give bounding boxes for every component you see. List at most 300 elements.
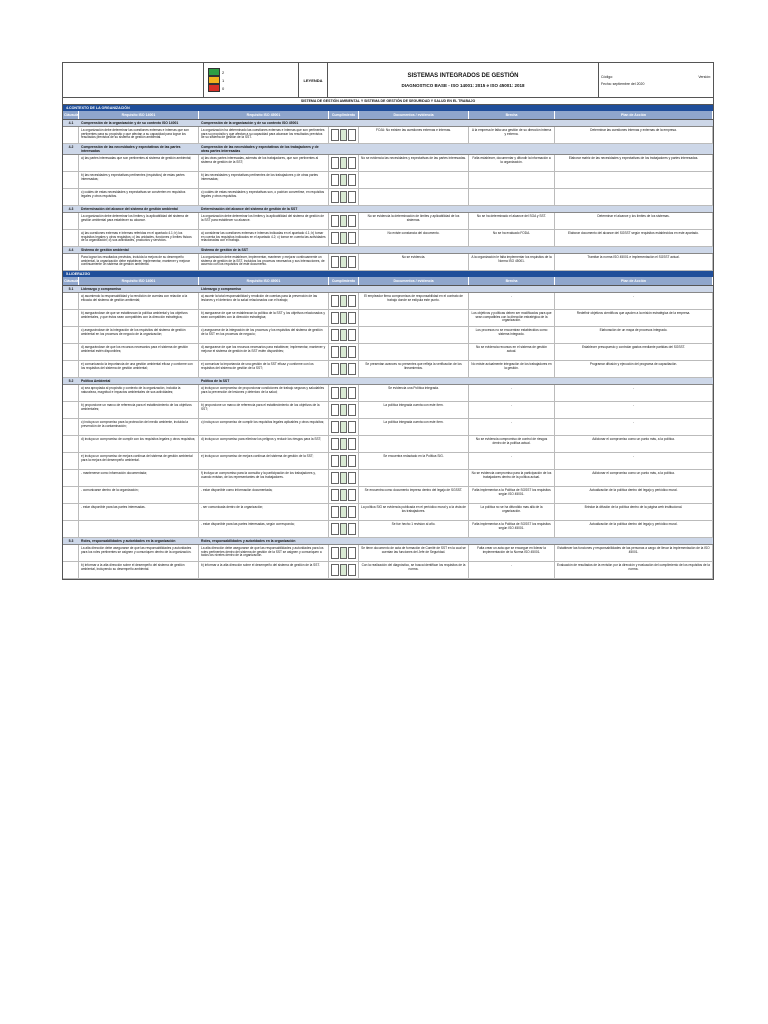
- header-meta: [599, 63, 713, 97]
- column-header: Cumplimiento: [329, 277, 359, 285]
- compliance-checkbox[interactable]: [340, 312, 348, 324]
- section-title: 5.LIDERAZGO: [63, 271, 713, 277]
- row-clause: [63, 419, 79, 435]
- row-clause: [63, 385, 79, 401]
- section-title: 4.CONTEXTO DE LA ORGANIZACIÓN: [63, 105, 713, 111]
- requirement-14001: b) asegurándose de que se establezcan la política ambiental y los objetivos ambientales, y que éstos sean compatibles con la dirección estratégica;: [79, 310, 199, 326]
- gap-cell: No se evidencia compromiso para la participación de los trabajadores dentro de la política actual.: [469, 470, 555, 486]
- requirement-45001: - estar disponible para las partes interesadas, según corresponda;: [199, 521, 329, 537]
- clause-heading: [63, 120, 713, 127]
- compliance-checkbox[interactable]: [348, 506, 356, 518]
- action-plan-cell: -: [555, 385, 713, 401]
- requirement-14001: e) comunicando la importancia de una gestión ambiental eficaz y conforme con los requisitos del sistema de gestión ambiental;: [79, 361, 199, 377]
- table-row: [63, 385, 713, 402]
- table-row: [63, 402, 713, 419]
- requirement-45001: La alta dirección debe asegurarse de que las responsabilidades y autoridades para los roles pertinentes dentro del sistema de gestión de la SST se asignen y comuniquen a todos los niveles dentro de la organización.: [199, 545, 329, 561]
- row-clause: [63, 344, 79, 360]
- compliance-checkboxes: [329, 172, 359, 188]
- header-titles: [328, 63, 599, 97]
- compliance-checkbox[interactable]: [340, 387, 348, 399]
- action-plan-cell: [555, 189, 713, 205]
- table-row: [63, 155, 713, 172]
- action-plan-cell: Actualización de la política dentro del legajo y periódico mural.: [555, 487, 713, 503]
- action-plan-cell: Establecer las funciones y responsabilidades de las personas a cargo de llevar la implementación de la ISO 45001.: [555, 545, 713, 561]
- row-clause: [63, 327, 79, 343]
- table-row: [63, 470, 713, 487]
- compliance-checkbox[interactable]: [340, 404, 348, 416]
- compliance-checkbox[interactable]: [348, 232, 356, 244]
- evidence-cell: [359, 189, 469, 205]
- meta-version: Versión:: [698, 74, 711, 79]
- clause-heading: [63, 247, 713, 254]
- clause-heading-fill: [329, 144, 713, 154]
- requirement-14001: b) proporcione un marco de referencia para el establecimiento de los objetivos ambientales;: [79, 402, 199, 418]
- compliance-checkboxes: [329, 436, 359, 452]
- action-plan-cell: Redefinir objetivos científicos que ayuden a la misión estratégica de la empresa.: [555, 310, 713, 326]
- clause-number: 4.1: [68, 121, 74, 125]
- requirement-45001: La organización debe establecer, implementar, mantener y mejorar continuamente un sistema de gestión de la SST, incluidos los procesos necesarios y sus interacciones, de acuerdo con los requisitos de este documento.: [199, 254, 329, 270]
- action-plan-cell: Evaluación de resultados de la revisión por la dirección y evaluación del cumplimiento de los requisitos de la norma.: [555, 562, 713, 578]
- table-row: [63, 545, 713, 562]
- compliance-checkbox[interactable]: [348, 404, 356, 416]
- legend-title: LEYENDA: [299, 63, 328, 97]
- action-plan-cell: Elaborar documento del alcance del SGSST según requisitos establecidos en este apartado.: [555, 230, 713, 246]
- requirement-14001: La alta dirección debe asegurarse de que las responsabilidades y autoridades para los roles pertinentes se asignen y comuniquen dentro de la organización.: [79, 545, 199, 561]
- clause-heading-14001: Roles, responsabilidades y autoridades en la organización: [81, 539, 176, 543]
- requirement-45001: b) las necesidades y expectativas pertinentes de los trabajadores y de otras partes interesadas;: [199, 172, 329, 188]
- requirement-14001: c) cuáles de estas necesidades y expectativas se convierten en requisitos legales y otros requisitos.: [79, 189, 199, 205]
- action-plan-cell: Determinar las cuestiones internas y externas de la empresa.: [555, 127, 713, 143]
- clause-number: 4.2: [68, 145, 74, 149]
- compliance-checkboxes: [329, 254, 359, 270]
- gap-cell: No existe actualmente integración de los trabajadores en la gestión.: [469, 361, 555, 377]
- row-clause: [63, 189, 79, 205]
- requirement-14001: d) asegurándose de que los recursos necesarios para el sistema de gestión ambiental estén disponibles;: [79, 344, 199, 360]
- table-row: [63, 127, 713, 144]
- gap-cell: Falta establecer, documentar y difundir la información a la organización.: [469, 155, 555, 171]
- clause-heading-fill: [329, 538, 713, 544]
- page-title: SISTEMAS INTEGRADOS DE GESTIÓN: [407, 72, 519, 79]
- column-header: Cláusula: [64, 113, 79, 117]
- gap-cell: No se ha determinado el alcance del SGA y SST.: [469, 213, 555, 229]
- requirement-14001: b) informar a la alta dirección sobre el desempeño del sistema de gestión ambiental, incluyendo su desempeño ambiental.: [79, 562, 199, 578]
- compliance-checkboxes: [329, 310, 359, 326]
- legend: [204, 63, 299, 97]
- compliance-checkbox[interactable]: [331, 547, 339, 559]
- table-row: [63, 327, 713, 344]
- requirement-14001: a) las partes interesadas que son pertinentes al sistema de gestión ambiental;: [79, 155, 199, 171]
- gap-cell: No se ha evaluado FODA.: [469, 230, 555, 246]
- sheet-header: [63, 63, 713, 98]
- requirement-45001: b) proporcione un marco de referencia para el establecimiento de los objetivos de la SST;: [199, 402, 329, 418]
- compliance-checkbox[interactable]: [331, 404, 339, 416]
- action-plan-cell: Actualización de la política dentro del legajo y periódico mural.: [555, 521, 713, 537]
- compliance-checkbox[interactable]: [340, 232, 348, 244]
- clause-heading-45001: Política de la SST: [201, 379, 230, 383]
- compliance-checkbox[interactable]: [331, 506, 339, 518]
- requirement-45001: b) asegurarse de que se establezcan la política de la SST y los objetivos relacionados y sean compatibles con la dirección estratégica;: [199, 310, 329, 326]
- compliance-checkbox[interactable]: [340, 174, 348, 186]
- compliance-checkbox[interactable]: [331, 564, 339, 576]
- compliance-checkbox[interactable]: [340, 329, 348, 341]
- compliance-checkbox[interactable]: [340, 523, 348, 535]
- compliance-checkbox[interactable]: [331, 174, 339, 186]
- page-subtitle: DIAGNOSTICO BASE - ISO 14001: 2015 e ISO 45001: 2018: [401, 82, 525, 88]
- action-plan-cell: -: [555, 293, 713, 309]
- action-plan-cell: Adicionar el compromiso como un punto más, a la política.: [555, 470, 713, 486]
- clause-heading-fill: [329, 120, 713, 126]
- meta-row: [601, 75, 711, 79]
- gap-cell: No se evidencia recursos en el sistema de gestión actual.: [469, 344, 555, 360]
- diagnostic-sheet: [62, 62, 714, 580]
- table-row: [63, 230, 713, 247]
- action-plan-cell: Determinar el alcance y los límites de los sistemas.: [555, 213, 713, 229]
- requirement-45001: d) incluya un compromiso para eliminar los peligros y reducir los riesgos para la SST;: [199, 436, 329, 452]
- gap-cell: [469, 189, 555, 205]
- action-plan-cell: -: [555, 453, 713, 469]
- compliance-checkbox[interactable]: [348, 174, 356, 186]
- action-plan-cell: -: [555, 419, 713, 435]
- meta-date: Fecha: septiembre del 2020: [601, 81, 645, 86]
- compliance-checkbox[interactable]: [348, 215, 356, 227]
- row-clause: [63, 487, 79, 503]
- compliance-checkbox[interactable]: [331, 363, 339, 375]
- row-clause: [63, 230, 79, 246]
- requirement-14001: - mantenerse como información documentada;: [79, 470, 199, 486]
- legend-value: 0: [222, 85, 225, 91]
- compliance-checkboxes: [329, 361, 359, 377]
- table-row: [63, 504, 713, 521]
- compliance-checkbox[interactable]: [331, 191, 339, 203]
- compliance-checkbox[interactable]: [348, 523, 356, 535]
- column-header: Cumplimiento: [329, 111, 359, 119]
- compliance-checkboxes: [329, 504, 359, 520]
- requirement-14001: c) asegurándose de la integración de los requisitos del sistema de gestión ambiental en los procesos de negocio de la organización;: [79, 327, 199, 343]
- legend-value: 2: [222, 69, 225, 75]
- clause-number: 4.4: [68, 248, 74, 252]
- clause-heading-45001: Liderazgo y compromiso: [201, 287, 242, 291]
- evidence-cell: Se encuentra como documento impreso dentro del legajo de SGSST.: [359, 487, 469, 503]
- clause-number: 5.3: [68, 539, 74, 543]
- column-header: Documentos / evidencia: [359, 277, 469, 285]
- compliance-checkbox[interactable]: [331, 215, 339, 227]
- clause-number: 5.2: [68, 379, 74, 383]
- compliance-checkbox[interactable]: [340, 472, 348, 484]
- column-header: Documentos / evidencia: [359, 111, 469, 119]
- table-row: [63, 310, 713, 327]
- requirement-45001: - estar disponible como información documentada;: [199, 487, 329, 503]
- column-header: Plan de Acción: [555, 111, 713, 119]
- compliance-checkbox[interactable]: [348, 438, 356, 450]
- compliance-checkbox[interactable]: [348, 346, 356, 358]
- evidence-cell: [359, 344, 469, 360]
- requirement-14001: - comunicarse dentro de la organización;: [79, 487, 199, 503]
- compliance-checkbox[interactable]: [348, 455, 356, 467]
- gap-cell: -: [469, 419, 555, 435]
- compliance-checkbox[interactable]: [331, 157, 339, 169]
- requirement-14001: [79, 521, 199, 537]
- evidence-cell: [359, 310, 469, 326]
- evidence-cell: [359, 436, 469, 452]
- requirement-14001: b) las necesidades y expectativas pertinentes (requisitos) de estas partes interesadas;: [79, 172, 199, 188]
- evidence-cell: No se evidencia las necesidades y expectativas de las partes interesadas.: [359, 155, 469, 171]
- legend-swatch-yellow: [208, 76, 220, 84]
- requirement-14001: a) sea apropiada al propósito y contexto de la organización, incluida la naturaleza, magnitud e impactos ambientales de sus actividades;: [79, 385, 199, 401]
- row-clause: [63, 504, 79, 520]
- requirement-14001: La organización debe determinar las cuestiones externas e internas que son pertinentes para su propósito y que afectan a su capacidad para lograr los resultados previstos de su sistema de gestión ambiental.: [79, 127, 199, 143]
- compliance-checkboxes: [329, 562, 359, 578]
- compliance-checkbox[interactable]: [340, 455, 348, 467]
- clause-heading-fill: [329, 378, 713, 384]
- compliance-checkbox[interactable]: [331, 295, 339, 307]
- clause-heading: [63, 144, 713, 155]
- compliance-checkbox[interactable]: [340, 157, 348, 169]
- compliance-checkbox[interactable]: [340, 421, 348, 433]
- column-header-row: [63, 111, 713, 120]
- compliance-checkbox[interactable]: [348, 387, 356, 399]
- compliance-checkbox[interactable]: [331, 346, 339, 358]
- compliance-checkbox[interactable]: [340, 295, 348, 307]
- evidence-cell: La política SIG se evidencia publicada en el periódico mural y a la vista de los trabajadores.: [359, 504, 469, 520]
- gap-cell: Falta implementar a la Política de SGSST los requisitos según ISO 45001.: [469, 487, 555, 503]
- compliance-checkbox[interactable]: [331, 489, 339, 501]
- compliance-checkbox[interactable]: [348, 547, 356, 559]
- column-header: Requisito ISO 45001: [199, 277, 329, 285]
- action-plan-cell: Elaborar matriz de las necesidades y expectativas de los trabajadores y partes interesadas.: [555, 155, 713, 171]
- column-header: Requisito ISO 14001: [79, 111, 199, 119]
- requirement-45001: c) cuáles de estas necesidades y expectativas son, o podrían convertirse, en requisitos legales y otros requisitos.: [199, 189, 329, 205]
- compliance-checkbox[interactable]: [348, 256, 356, 268]
- requirement-45001: a) considerar las cuestiones externas e internas indicadas en el apartado 4.1; b) tomar en cuenta los requisitos indicados en el apartado 4.2; c) tomar en cuenta las actividades relacionadas con el trabajo.: [199, 230, 329, 246]
- clause-heading-14001: Comprensión de la organización y de su contexto ISO 14001: [81, 121, 179, 125]
- clause-heading: [63, 206, 713, 213]
- compliance-checkbox[interactable]: [331, 329, 339, 341]
- compliance-checkbox[interactable]: [331, 232, 339, 244]
- compliance-checkbox[interactable]: [340, 215, 348, 227]
- compliance-checkboxes: [329, 327, 359, 343]
- column-header: Requisito ISO 45001: [199, 111, 329, 119]
- clause-heading-14001: Sistema de gestión ambiental: [81, 248, 129, 252]
- clause-heading-45001: Sistema de gestión de la SST: [201, 248, 249, 252]
- clause-heading: [63, 538, 713, 545]
- action-plan-cell: Elaboración de un mapa de procesos integrado.: [555, 327, 713, 343]
- requirement-14001: - estar disponible para las partes interesadas.: [79, 504, 199, 520]
- compliance-checkbox[interactable]: [348, 191, 356, 203]
- row-clause: [63, 562, 79, 578]
- compliance-checkbox[interactable]: [348, 421, 356, 433]
- row-clause: [63, 521, 79, 537]
- gap-cell: Los procesos no se encuentran establecidos como sistema integrado.: [469, 327, 555, 343]
- evidence-cell: Con la realización del diagnóstico, se busca identificar los requisitos de la norma.: [359, 562, 469, 578]
- row-clause: [63, 545, 79, 561]
- requirement-14001: c) incluya un compromiso para la protección del medio ambiente, incluida la prevención de la contaminación;: [79, 419, 199, 435]
- compliance-checkboxes: [329, 127, 359, 143]
- legend-row: [208, 76, 298, 84]
- column-header: Brecha: [469, 111, 555, 119]
- compliance-checkbox[interactable]: [348, 157, 356, 169]
- requirement-14001: a) asumiendo la responsabilidad y la rendición de cuentas con relación a la eficacia del sistema de gestión ambiental;: [79, 293, 199, 309]
- system-band: SISTEMA DE GESTIÓN AMBIENTAL Y SISTEMA DE GESTIÓN DE SEGURIDAD Y SALUD EN EL TRABAJO: [63, 98, 713, 105]
- legend-swatch-green: [208, 68, 220, 76]
- compliance-checkboxes: [329, 545, 359, 561]
- header-blank: [63, 63, 204, 97]
- gap-cell: -: [469, 562, 555, 578]
- table-row: [63, 436, 713, 453]
- clause-heading-45001: Roles, responsabilidades y autoridades en la organización: [201, 539, 296, 543]
- compliance-checkbox[interactable]: [331, 312, 339, 324]
- table-row: [63, 172, 713, 189]
- requirement-14001: Para lograr los resultados previstos, incluida la mejora de su desempeño ambiental, la organización debe establecer, implementar, mantener y mejorar continuamente un sistema de gestión ambiental.: [79, 254, 199, 270]
- row-clause: [63, 254, 79, 270]
- gap-cell: Los objetivos y políticas deben ser modificados para que sean compatibles con la dirección estratégica de la organización.: [469, 310, 555, 326]
- compliance-checkbox[interactable]: [340, 256, 348, 268]
- table-row: [63, 254, 713, 271]
- row-clause: [63, 310, 79, 326]
- compliance-checkbox[interactable]: [340, 191, 348, 203]
- evidence-cell: FOJA: No existen las cuestiones externas e internas.: [359, 127, 469, 143]
- gap-cell: Falta implementar a la Política de SGSST los requisitos según ISO 45001.: [469, 521, 555, 537]
- compliance-checkbox[interactable]: [331, 438, 339, 450]
- clause-heading-45001: Comprensión de la organización y de su contexto ISO 45001: [201, 121, 299, 125]
- row-clause: [63, 213, 79, 229]
- compliance-checkboxes: [329, 419, 359, 435]
- table-row: [63, 487, 713, 504]
- compliance-checkbox[interactable]: [348, 564, 356, 576]
- table-row: [63, 453, 713, 470]
- column-header: Cláusula: [64, 279, 79, 283]
- evidence-cell: Se presentan avances no presentes que refleja la verificación de los lineamientos.: [359, 361, 469, 377]
- compliance-checkbox[interactable]: [331, 129, 339, 141]
- evidence-cell: Se tiene documento de acta de formación de Comité de SST en la cual se cuentan las funciones del Jefe de Seguridad.: [359, 545, 469, 561]
- requirement-14001: e) incluya un compromiso de mejora continua del sistema de gestión ambiental para la mejora del desempeño ambiental.: [79, 453, 199, 469]
- legend-row: [208, 84, 298, 92]
- table-row: [63, 419, 713, 436]
- compliance-checkbox[interactable]: [348, 129, 356, 141]
- column-header: Plan de Acción: [555, 277, 713, 285]
- column-header: Requisito ISO 14001: [79, 277, 199, 285]
- compliance-checkbox[interactable]: [348, 329, 356, 341]
- gap-cell: La política no se ha difundido mas allá de la organización.: [469, 504, 555, 520]
- compliance-checkbox[interactable]: [348, 312, 356, 324]
- compliance-checkboxes: [329, 155, 359, 171]
- evidence-cell: La política integrada cuenta con este ítem.: [359, 419, 469, 435]
- requirement-45001: La organización debe determinar los límites y la aplicabilidad del sistema de gestión de la SST para establecer su alcance.: [199, 213, 329, 229]
- compliance-checkboxes: [329, 521, 359, 537]
- requirement-14001: d) incluya un compromiso de cumplir con los requisitos legales y otros requisitos;: [79, 436, 199, 452]
- action-plan-cell: [555, 172, 713, 188]
- compliance-checkbox[interactable]: [340, 346, 348, 358]
- compliance-checkbox[interactable]: [340, 438, 348, 450]
- requirement-45001: b) informar a la alta dirección sobre el desempeño del sistema de gestión de la SST.: [199, 562, 329, 578]
- requirement-45001: e) incluya un compromiso de mejora continua del sistema de gestión de la SST;: [199, 453, 329, 469]
- compliance-checkbox[interactable]: [340, 506, 348, 518]
- sections-container: [63, 105, 713, 579]
- clause-number: 4.3: [68, 207, 74, 211]
- compliance-checkbox[interactable]: [348, 472, 356, 484]
- gap-cell: -: [469, 385, 555, 401]
- clause-heading-fill: [329, 206, 713, 212]
- compliance-checkboxes: [329, 385, 359, 401]
- table-row: [63, 213, 713, 230]
- table-row: [63, 361, 713, 378]
- clause-heading-14001: Comprensión de las necesidades y expectativas de las partes interesadas: [81, 145, 181, 153]
- action-plan-cell: Programar difusión y ejecución del programa de capacitación.: [555, 361, 713, 377]
- clause-heading-14001: Política Ambiental: [81, 379, 111, 383]
- gap-cell: -: [469, 453, 555, 469]
- compliance-checkbox[interactable]: [340, 564, 348, 576]
- compliance-checkbox[interactable]: [348, 363, 356, 375]
- legend-row: [208, 68, 298, 76]
- compliance-checkbox[interactable]: [331, 256, 339, 268]
- compliance-checkbox[interactable]: [340, 129, 348, 141]
- row-clause: [63, 172, 79, 188]
- requirement-45001: e) comunicar la importancia de una gestión de la SST eficaz y conforme con los requisitos del sistema de gestión de la SST;: [199, 361, 329, 377]
- compliance-checkbox[interactable]: [340, 489, 348, 501]
- evidence-cell: Se fue hecho 1 revision al año.: [359, 521, 469, 537]
- compliance-checkbox[interactable]: [348, 295, 356, 307]
- action-plan-cell: -: [555, 402, 713, 418]
- row-clause: [63, 436, 79, 452]
- column-header: Brecha: [469, 277, 555, 285]
- compliance-checkboxes: [329, 344, 359, 360]
- compliance-checkboxes: [329, 487, 359, 503]
- compliance-checkboxes: [329, 470, 359, 486]
- row-clause: [63, 453, 79, 469]
- compliance-checkbox[interactable]: [331, 523, 339, 535]
- requirement-14001: La organización debe determinar los límites y la aplicabilidad del sistema de gestión ambiental para establecer su alcance.: [79, 213, 199, 229]
- compliance-checkboxes: [329, 293, 359, 309]
- row-clause: [63, 470, 79, 486]
- compliance-checkboxes: [329, 189, 359, 205]
- evidence-cell: [359, 327, 469, 343]
- clause-heading-fill: [329, 286, 713, 292]
- gap-cell: -: [469, 402, 555, 418]
- compliance-checkbox[interactable]: [331, 472, 339, 484]
- row-clause: [63, 155, 79, 171]
- compliance-checkbox[interactable]: [331, 421, 339, 433]
- gap-cell: A la organización le falta implementar los requisitos de la Norma ISO 45001.: [469, 254, 555, 270]
- gap-cell: No se evidencia compromiso de control de riesgos dentro de la política actual.: [469, 436, 555, 452]
- table-row: [63, 293, 713, 310]
- compliance-checkbox[interactable]: [331, 455, 339, 467]
- compliance-checkbox[interactable]: [340, 363, 348, 375]
- row-clause: [63, 293, 79, 309]
- requirement-45001: a) asumir la total responsabilidad y rendición de cuentas para la prevención de las lesiones y el deterioro de la salud relacionados con el trabajo;: [199, 293, 329, 309]
- clause-heading: [63, 378, 713, 385]
- compliance-checkboxes: [329, 453, 359, 469]
- requirement-45001: c) incluya un compromiso de cumplir los requisitos legales aplicables y otros requisitos;: [199, 419, 329, 435]
- evidence-cell: No existe constancia del documento.: [359, 230, 469, 246]
- compliance-checkboxes: [329, 230, 359, 246]
- evidence-cell: No se evidencia.: [359, 254, 469, 270]
- requirement-45001: c) asegurarse de la integración de los procesos y los requisitos del sistema de gestión de la SST en los procesos de negocio;: [199, 327, 329, 343]
- clause-heading-45001: Determinación del alcance del sistema de gestión de la SST: [201, 207, 298, 211]
- compliance-checkbox[interactable]: [331, 387, 339, 399]
- requirement-45001: a) incluya un compromiso de proporcionar condiciones de trabajo seguras y saludables para la prevención de lesiones y deterioro de la salud;: [199, 385, 329, 401]
- compliance-checkbox[interactable]: [340, 547, 348, 559]
- evidence-cell: La política integrada cuenta con este ítem.: [359, 402, 469, 418]
- evidence-cell: No se evidencia la determinación de límites y aplicabilidad de los sistemas.: [359, 213, 469, 229]
- legend-swatch-red: [208, 84, 220, 92]
- requirement-45001: La organización ha determinado las cuestiones externas e internas que son pertinentes para su propósito y que afectan a su capacidad para alcanzar los resultados previstos de su sistema de gestión de la SST.: [199, 127, 329, 143]
- table-row: [63, 521, 713, 538]
- clause-number: 5.1: [68, 287, 74, 291]
- gap-cell: [469, 172, 555, 188]
- row-clause: [63, 127, 79, 143]
- compliance-checkbox[interactable]: [348, 489, 356, 501]
- evidence-cell: [359, 470, 469, 486]
- gap-cell: Falta crear un acta que se encargue en liderar la implementación de la Norma ISO 45001.: [469, 545, 555, 561]
